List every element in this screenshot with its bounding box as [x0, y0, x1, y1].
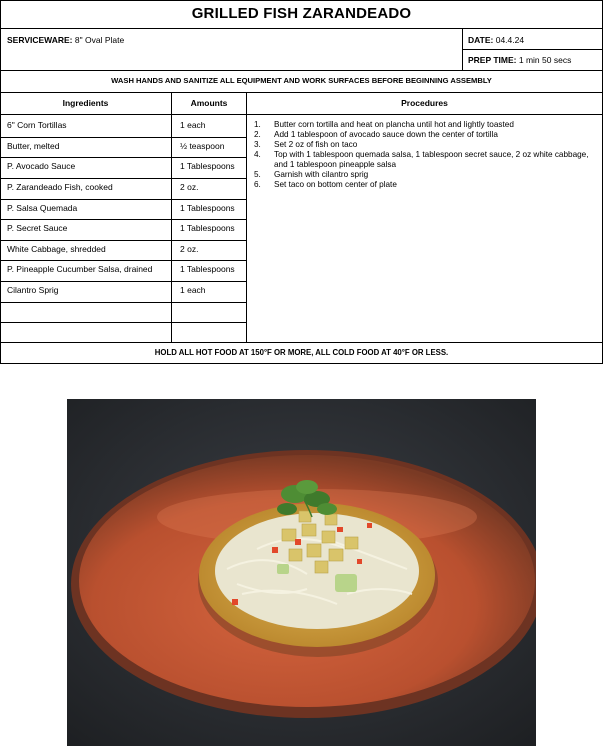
date-value: 04.4.24 — [495, 35, 525, 45]
ingredient-amount: 2 oz. — [180, 182, 199, 192]
ingredient-amount: 1 Tablespoons — [180, 223, 235, 233]
procedure-step-text: Add 1 tablespoon of avocado sauce down the center of tortilla — [274, 130, 498, 139]
procedure-step-text: Set 2 oz of fish on taco — [274, 140, 358, 149]
ingredient-name: P. Avocado Sauce — [7, 161, 76, 171]
procedure-step-text: Garnish with cilantro sprig — [274, 170, 369, 179]
date-label: DATE: — [468, 35, 494, 45]
procedure-step — [254, 130, 599, 140]
procedure-step-number: 5. — [254, 170, 261, 179]
plated-taco-photo — [67, 399, 536, 746]
rule-hold-top — [0, 342, 603, 343]
procedure-step-number: 2. — [254, 130, 261, 139]
procedure-step-number: 3. — [254, 140, 261, 149]
rule-left-edge — [0, 0, 1, 364]
prep-time — [468, 54, 571, 66]
ingredient-name: Cilantro Sprig — [7, 285, 59, 295]
ingredient-name: Butter, melted — [7, 141, 60, 151]
procedure-step-text: Butter corn tortilla and heat on plancha until hot and lightly toasted — [274, 120, 514, 129]
ingredient-name: White Cabbage, shredded — [7, 244, 106, 254]
serviceware — [7, 34, 124, 46]
header-amounts: Amounts — [190, 98, 228, 108]
rule-ingredients-right — [171, 92, 172, 343]
procedure-step-number: 1. — [254, 120, 261, 129]
rule-title-bottom — [0, 28, 603, 29]
procedure-step — [254, 140, 599, 150]
date — [468, 34, 524, 46]
ingredient-amount: ½ teaspoon — [180, 141, 225, 151]
header-procedures: Procedures — [401, 98, 448, 108]
procedure-list — [254, 120, 599, 190]
rule-notice-bottom — [0, 92, 603, 93]
prep-time-label: PREP TIME: — [468, 55, 517, 65]
rule-date-split — [462, 49, 603, 50]
ingredient-name: 6" Corn Tortillas — [7, 120, 67, 130]
ingredient-amount: 1 Tablespoons — [180, 203, 235, 213]
rule-date-left — [462, 28, 463, 71]
ingredient-name: P. Secret Sauce — [7, 223, 68, 233]
procedure-step-number: 4. — [254, 150, 261, 159]
recipe-card — [0, 0, 603, 364]
rule-serviceware-bottom — [0, 70, 603, 71]
rule-amounts-right — [246, 92, 247, 343]
ingredient-amount: 1 each — [180, 120, 206, 130]
ingredient-amount: 1 Tablespoons — [180, 161, 235, 171]
hold-notice: HOLD ALL HOT FOOD AT 150°F OR MORE, ALL COLD FOOD AT 40°F OR LESS. — [154, 348, 449, 357]
procedure-step — [254, 150, 599, 170]
ingredient-name: P. Zarandeado Fish, cooked — [7, 182, 113, 192]
procedure-step-text: Top with 1 tablespoon quemada salsa, 1 tablespoon secret sauce, 2 oz white cabbage, and 1 tablespoon pineapple salsa — [274, 150, 589, 169]
rule-header-bottom — [0, 114, 603, 115]
rule-hold-bottom — [0, 363, 603, 364]
procedure-step — [254, 180, 599, 190]
taco-illustration — [67, 399, 536, 746]
wash-notice: WASH HANDS AND SANITIZE ALL EQUIPMENT AND WORK SURFACES BEFORE BEGINNING ASSEMBLY — [111, 76, 492, 85]
ingredient-amount: 1 each — [180, 285, 206, 295]
ingredient-name: P. Pineapple Cucumber Salsa, drained — [7, 264, 153, 274]
procedure-step-number: 6. — [254, 180, 261, 189]
procedure-step — [254, 120, 599, 130]
prep-time-value: 1 min 50 secs — [518, 55, 572, 65]
procedure-step — [254, 170, 599, 180]
ingredient-amount: 2 oz. — [180, 244, 199, 254]
recipe-title: GRILLED FISH ZARANDEADO — [191, 5, 412, 22]
procedure-step-text: Set taco on bottom center of plate — [274, 180, 397, 189]
serviceware-label: SERVICEWARE: — [7, 35, 73, 45]
ingredient-amount: 1 Tablespoons — [180, 264, 235, 274]
ingredient-name: P. Salsa Quemada — [7, 203, 78, 213]
serviceware-value: 8" Oval Plate — [74, 35, 125, 45]
header-ingredients: Ingredients — [62, 98, 109, 108]
